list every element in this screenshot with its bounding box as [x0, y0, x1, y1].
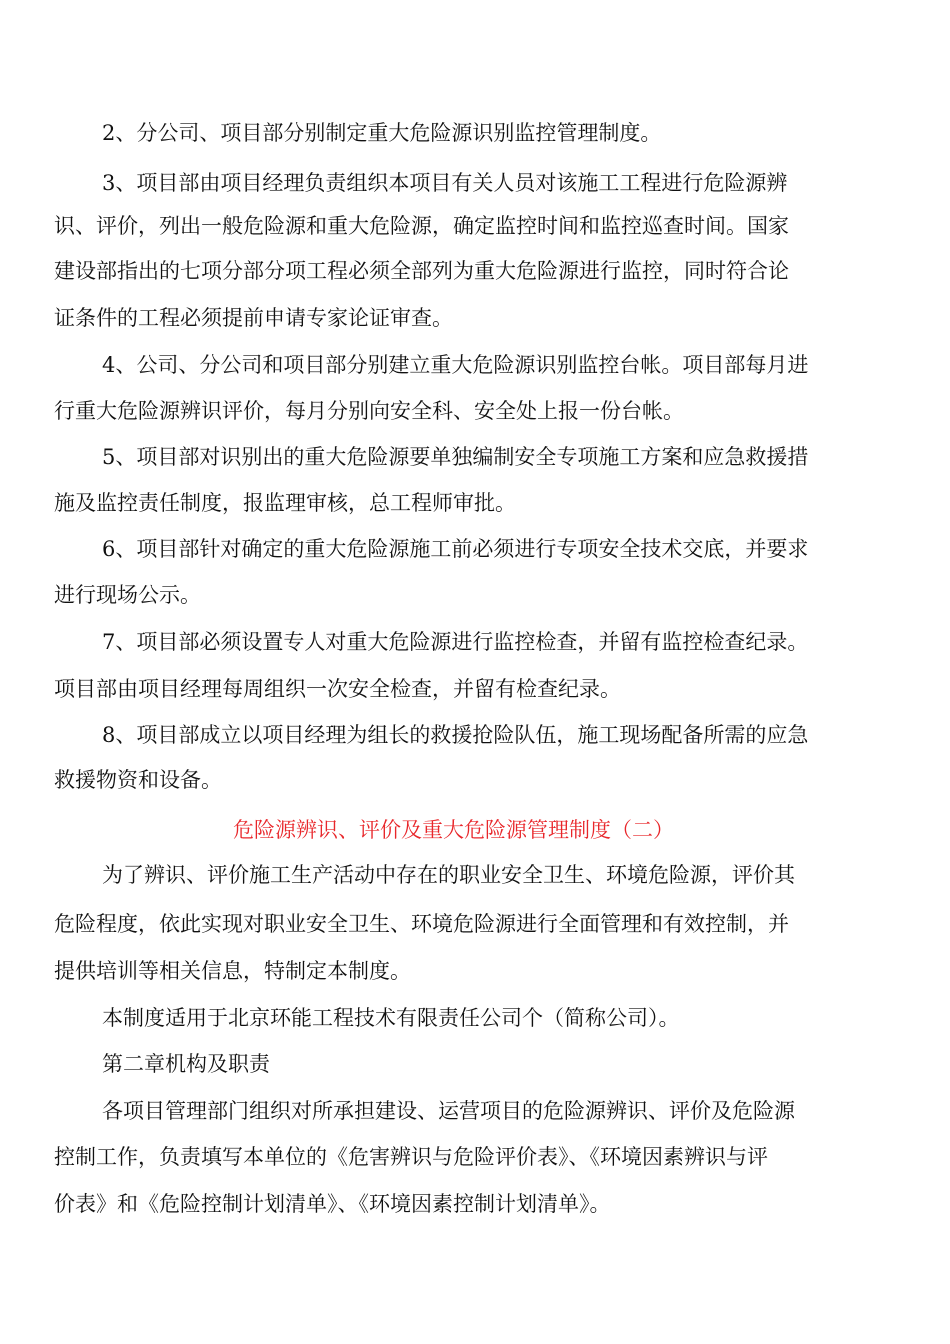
para-7-line-2: 项目部由项目经理每周组织一次安全检查，并留有检查纪录。 — [54, 677, 621, 701]
para-4-line-1: 4、公司、分公司和项目部分别建立重大危险源识别监控台帐。项目部每月进 — [102, 353, 809, 377]
chapter-heading: 第二章机构及职责 — [102, 1052, 270, 1076]
para-3-line-3: 建设部指出的七项分部分项工程必须全部列为重大危险源进行监控，同时符合论 — [54, 259, 789, 283]
duty-line-2: 控制工作，负责填写本单位的《危害辨识与危险评价表》、《环境因素辨识与评 — [54, 1145, 768, 1169]
intro-line-2: 危险程度，依此实现对职业安全卫生、环境危险源进行全面管理和有效控制，并 — [54, 912, 789, 936]
para-4-line-2: 行重大危险源辨识评价，每月分别向安全科、安全处上报一份台帐。 — [54, 399, 684, 423]
para-8-line-1: 8、项目部成立以项目经理为组长的救援抢险队伍，施工现场配备所需的应急 — [102, 723, 809, 747]
duty-line-3: 价表》和《危险控制计划清单》、《环境因素控制计划清单》。 — [54, 1192, 611, 1216]
para-2-line-1: 2、分公司、项目部分别制定重大危险源识别监控管理制度。 — [102, 121, 662, 145]
para-8-line-2: 救援物资和设备。 — [54, 768, 222, 792]
para-6-line-2: 进行现场公示。 — [54, 583, 201, 607]
para-3-line-2: 识、评价，列出一般危险源和重大危险源，确定监控时间和监控巡查时间。国家 — [54, 214, 789, 238]
para-3-line-1: 3、项目部由项目经理负责组织本项目有关人员对该施工工程进行危险源辨 — [102, 171, 788, 195]
para-6-line-1: 6、项目部针对确定的重大危险源施工前必须进行专项安全技术交底，并要求 — [102, 537, 809, 561]
para-5-line-1: 5、项目部对识别出的重大危险源要单独编制安全专项施工方案和应急救援措 — [102, 445, 809, 469]
intro-line-3: 提供培训等相关信息，特制定本制度。 — [54, 959, 411, 983]
para-7-line-1: 7、项目部必须设置专人对重大危险源进行监控检查，并留有监控检查纪录。 — [102, 630, 809, 654]
duty-line-1: 各项目管理部门组织对所承担建设、运营项目的危险源辨识、评价及危险源 — [102, 1099, 795, 1123]
scope-line: 本制度适用于北京环能工程技术有限责任公司个（简称公司）。 — [102, 1006, 680, 1030]
section-title: 危险源辨识、评价及重大危险源管理制度（二） — [233, 818, 674, 842]
intro-line-1: 为了辨识、评价施工生产活动中存在的职业安全卫生、环境危险源，评价其 — [102, 863, 795, 887]
para-5-line-2: 施及监控责任制度，报监理审核，总工程师审批。 — [54, 491, 516, 515]
para-3-line-4: 证条件的工程必须提前申请专家论证审查。 — [54, 306, 453, 330]
